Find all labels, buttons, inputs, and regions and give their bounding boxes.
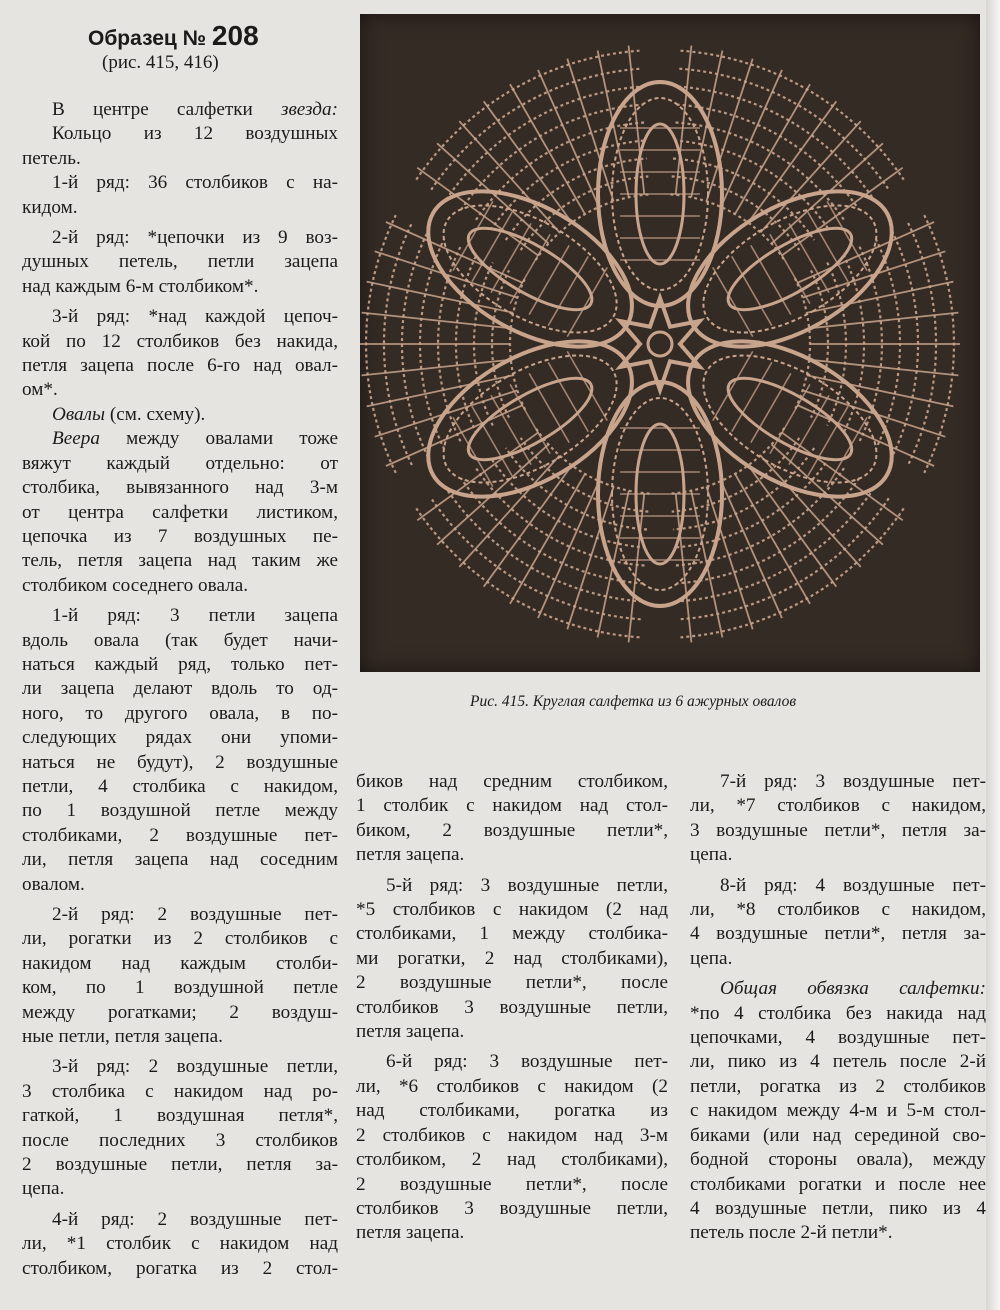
text-line: 3 столбика с накидом над ро-: [22, 1080, 338, 1102]
text-line: петли, 4 столбика с накидом,: [22, 775, 338, 797]
text-column-2: [356, 770, 668, 1246]
text-line: 8-й ряд: 4 воздушные пет-: [720, 874, 986, 896]
pattern-heading: [88, 20, 288, 74]
text-line: ного, то другого овала, в по-: [22, 702, 338, 724]
text-line: между рогатками; 2 воздуш-: [22, 1001, 338, 1023]
text-line: столбиком, 2 над столбиками),: [356, 1149, 668, 1171]
text-line: петля зацепа.: [356, 844, 465, 866]
text-line: цепа.: [690, 844, 733, 866]
page-spine: [986, 0, 1000, 1310]
text-line: ли, *1 столбик с накидом над: [22, 1233, 338, 1255]
text-line: Кольцо из 12 воздушных: [52, 123, 338, 145]
text-line: вдоль овала (так будет начи-: [22, 629, 338, 651]
doily-photo: [360, 14, 980, 672]
text-line: Общая обвязка салфетки:: [720, 978, 986, 1000]
text-line: петля зацепа после 6-го над овал-: [22, 355, 338, 377]
text-line: кой по 12 столбиков без накида,: [22, 330, 338, 352]
text-line: наться каждый ряд, только пет-: [22, 653, 338, 675]
text-line: 3-й ряд: 2 воздушные петли,: [52, 1056, 338, 1078]
center-ring: [648, 332, 672, 356]
text-line: душных петель, петли зацепа: [22, 251, 338, 273]
fan-row: [510, 278, 525, 410]
text-line: 2 воздушные петли*, после: [356, 972, 668, 994]
text-line: по 1 воздушной петле между: [22, 800, 338, 822]
text-line: ли, *6 столбиков с накидом (2: [356, 1075, 668, 1097]
oval-bar: [510, 234, 550, 303]
text-line: биком, 2 воздушные петли*,: [356, 819, 668, 841]
text-line: ли зацепа делают вдоль то од-: [22, 678, 338, 700]
fan-stitch: [807, 375, 954, 406]
text-line: с накидом между 4-м и 5-м стол-: [690, 1100, 986, 1122]
text-line: 4 воздушные петли, пико из 4: [690, 1197, 986, 1219]
text-line: 7-й ряд: 3 воздушные пет-: [720, 771, 986, 792]
text-line: В центре салфетки звезда:: [52, 99, 338, 120]
fan-row: [795, 278, 810, 410]
text-line: овалом.: [22, 873, 85, 895]
text-line: гаткой, 1 воздушная петля*,: [22, 1105, 338, 1127]
fan-stitch: [367, 282, 514, 313]
text-line: петель после 2-й петли*.: [690, 1222, 893, 1244]
text-line: над каждым 6-м столбиком*.: [22, 275, 259, 297]
oval-bar: [567, 267, 607, 336]
text-line: цепа.: [22, 1178, 65, 1200]
text-line: после последних 3 столбиков: [22, 1129, 338, 1151]
text-line: столбиком соседнего овала.: [22, 574, 249, 596]
title-label: Образец №: [88, 27, 207, 50]
text-line: кидом.: [22, 196, 78, 218]
text-line: от центра салфетки листиком,: [22, 501, 338, 523]
text-line: ком, по 1 воздушной петле: [22, 977, 338, 999]
text-line: наться не будут), 2 воздушные: [22, 751, 338, 773]
text-line: столбиками, 1 между столбика-: [356, 923, 668, 945]
oval-bar: [713, 267, 753, 336]
text-line: столбиками, 2 воздушные пет-: [22, 824, 338, 846]
text-line: следующих рядах они упоми-: [22, 727, 338, 749]
text-line: 5-й ряд: 3 воздушные петли,: [386, 874, 668, 896]
text-line: цепочками, 4 воздушные пет-: [690, 1027, 986, 1049]
text-column-1: [22, 98, 338, 1281]
text-line: 1 столбик с накидом над стол-: [356, 795, 668, 817]
text-line: биков над средним столбиком,: [356, 771, 668, 792]
text-line: Овалы (см. схему).: [52, 403, 206, 425]
text-line: накидом над каждым столби-: [22, 952, 338, 974]
text-line: 2-й ряд: 2 воздушные пет-: [52, 904, 338, 925]
text-column-3: [690, 770, 986, 1246]
text-line: цепочка из 7 воздушных пе-: [22, 525, 338, 547]
text-line: над столбиками, рогатка из: [356, 1100, 668, 1122]
text-line: 3-й ряд: *над каждой цепоч-: [52, 306, 338, 328]
text-line: петель.: [22, 147, 81, 169]
text-line: 4-й ряд: 2 воздушные пет-: [52, 1208, 338, 1230]
oval-bar: [770, 384, 810, 453]
text-line: ом*.: [22, 379, 58, 401]
oval-bar: [510, 384, 550, 453]
text-line: ми рогатки, 2 над столбиками),: [356, 947, 668, 969]
oval-bar: [567, 351, 607, 420]
text-line: ли, петля зацепа над соседним: [22, 849, 338, 871]
pattern-title: [88, 20, 288, 52]
text-line: тель, петля зацепа над таким же: [22, 550, 338, 572]
text-line: *5 столбиков с накидом (2 над: [356, 899, 668, 921]
text-line: 2-й ряд: *цепочки из 9 воз-: [52, 227, 338, 249]
text-line: биками (или над серединой сво-: [690, 1124, 986, 1146]
fan-stitch: [706, 59, 752, 202]
text-line: вяжут каждый отдельно: от: [22, 452, 338, 474]
text-line: ные петли, петля зацепа.: [22, 1026, 223, 1048]
text-line: петля зацепа.: [356, 1021, 465, 1043]
pattern-number: 208: [211, 20, 259, 51]
text-line: 1-й ряд: 36 столбиков с на-: [52, 172, 338, 194]
text-line: ли, пико из 4 петель после 2-й: [690, 1051, 986, 1073]
text-line: 2 столбиков с накидом над 3-м: [356, 1124, 668, 1146]
text-line: столбиками рогатки и после нее: [690, 1173, 986, 1195]
text-line: 3 воздушные петли*, петля за-: [690, 819, 986, 841]
text-line: *по 4 столбика без накида над: [690, 1002, 986, 1024]
text-line: 2 воздушные петли, петля за-: [22, 1154, 338, 1176]
text-line: бодной стороны овала), между: [690, 1149, 986, 1171]
oval-bar: [770, 234, 810, 303]
text-line: ли, *8 столбиков с накидом,: [690, 899, 986, 921]
figure-caption: Рис. 415. Круглая салфетка из 6 ажурных овалов: [470, 693, 797, 710]
text-line: 1-й ряд: 3 петли зацепа: [52, 605, 338, 627]
figure-reference: (рис. 415, 416): [102, 52, 219, 73]
text-line: ли, рогатки из 2 столбиков с: [22, 928, 338, 950]
text-line: столбиков 3 воздушные петли,: [356, 1197, 668, 1219]
text-line: столбиком, рогатка из 2 стол-: [22, 1257, 338, 1279]
oval-bar: [713, 351, 753, 420]
text-line: столбика, вывязанного над 3-м: [22, 477, 338, 499]
text-line: Веера между овалами тоже: [52, 428, 338, 450]
text-line: 4 воздушные петли*, петля за-: [690, 923, 986, 945]
text-line: 2 воздушные петли*, после: [356, 1173, 668, 1195]
text-line: петли, рогатка из 2 столбиков: [690, 1075, 986, 1097]
text-line: цепа.: [690, 947, 733, 969]
text-line: 6-й ряд: 3 воздушные пет-: [386, 1051, 668, 1073]
doily-illustration: [360, 14, 980, 672]
text-line: столбиков 3 воздушные петли,: [356, 996, 668, 1018]
text-line: петля зацепа.: [356, 1222, 465, 1244]
text-line: ли, *7 столбиков с накидом,: [690, 795, 986, 817]
fan-stitch: [567, 487, 613, 630]
